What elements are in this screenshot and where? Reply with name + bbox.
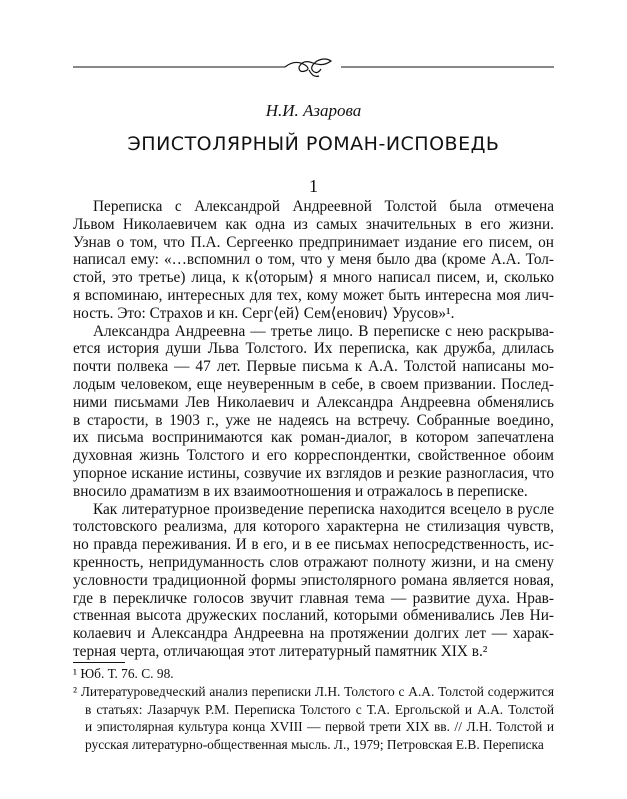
footnote-line: в статьях: Лазарчук Р.М. Переписка Толстого с Т.А. Ергольской и А.А. Толстой bbox=[85, 701, 554, 717]
paragraph-line: ними письмами Лев Николаевич и Александра Андреевна обменялись bbox=[73, 393, 554, 411]
paragraph-line: терная черта, отличающая этот литературный памятник XIX в.² bbox=[73, 642, 488, 660]
paragraph-line: условности традиционной формы эпистолярного романа является новая, bbox=[73, 571, 554, 589]
paragraph-line: ность. Это: Страхов и кн. Серг⟨ей⟩ Сем⟨енович⟩ Урусов»¹. bbox=[73, 304, 455, 322]
paragraph-line: Узнав о том, что П.А. Сергеенко предпринимает издание его писем, он bbox=[73, 233, 554, 251]
paragraph-line: написал ему: «…вспомнил о том, что у меня было два (кроме А.А. Тол- bbox=[73, 251, 554, 269]
ornament-divider bbox=[73, 58, 554, 78]
paragraph-line: лодым человеком, еще неуверенным в себе, в своем призвании. Послед- bbox=[73, 375, 554, 393]
paragraph-line: почти полвека — 47 лет. Первые письма к А.А. Толстой написаны мо- bbox=[73, 358, 554, 376]
paragraph-line: духовная жизнь Толстого и его корреспондентки, свойственное обоим bbox=[73, 447, 554, 465]
paragraph-line: стой, это третье) лица, к к⟨оторым⟩ я много написал писем, и, сколько bbox=[73, 269, 554, 287]
article-body bbox=[73, 198, 554, 661]
paragraph-line: Как литературное произведение переписка находится всецело в русле bbox=[93, 500, 554, 518]
section-number: 1 bbox=[309, 176, 318, 196]
paragraph-line: их письма воспринимаются как роман-диалог, в котором запечатлена bbox=[73, 429, 554, 447]
paragraph-line: вносило драматизм в их взаимоотношения и отражалось в переписке. bbox=[73, 482, 528, 500]
footnote-line: русская литературно-общественная мысль. Л., 1979; Петровская Е.В. Переписка bbox=[85, 737, 544, 753]
paragraph-line: ется история души Льва Толстого. Их переписка, как дружба, длилась bbox=[73, 340, 554, 358]
paragraph-line: Львом Николаевичем как одна из самых значительных в его жизни. bbox=[73, 215, 554, 233]
article-author: Н.И. Азарова bbox=[265, 101, 362, 120]
footnote-line: ² Литературоведческий анализ переписки Л.Н. Толстого с А.А. Толстой содержится bbox=[73, 683, 554, 699]
footnote-line: ¹ Юб. Т. 76. С. 98. bbox=[73, 666, 174, 681]
paragraph-line: я вспоминаю, интересных для тех, кому может быть интересна моя лич- bbox=[73, 286, 554, 304]
paragraph-line: кренность, непридуманность слов отражают полноту жизни, и на смену bbox=[73, 553, 554, 571]
paragraph-line: колаевич и Александра Андреевна на протяжении долгих лет — харак- bbox=[73, 625, 554, 643]
article-title: ЭПИСТОЛЯРНЫЙ РОМАН-ИСПОВЕДЬ bbox=[127, 133, 500, 155]
paragraph-line: Александра Андреевна — третье лицо. В переписке с нею раскрыва- bbox=[93, 322, 554, 340]
paragraph-line: ственная высота дружеских посланий, которыми обменивались Лев Ни- bbox=[73, 607, 554, 625]
paragraph-line: где в перекличке голосов звучит главная тема — развитие духа. Нрав- bbox=[73, 589, 554, 607]
paragraph-line: толстовского реализма, для которого характерна не стилизация чувств, bbox=[73, 518, 554, 536]
footnote-line: и эпистолярная культура конца XVIII — первой трети XIX вв. // Л.Н. Толстой и bbox=[85, 719, 554, 735]
paragraph-line: Переписка с Александрой Андреевной Толстой была отмечена bbox=[93, 198, 554, 215]
paragraph-line: но правда переживания. И в его, и в ее письмах непосредственность, ис- bbox=[73, 536, 554, 554]
footnotes bbox=[73, 665, 554, 754]
paragraph-line: упорное искание истины, созвучие их взглядов и резкие разногласия, что bbox=[73, 464, 554, 482]
footnote-rule bbox=[73, 662, 125, 663]
paragraph-line: в старости, в 1903 г., уже не надеясь на встречу. Собранные воедино, bbox=[73, 411, 554, 429]
